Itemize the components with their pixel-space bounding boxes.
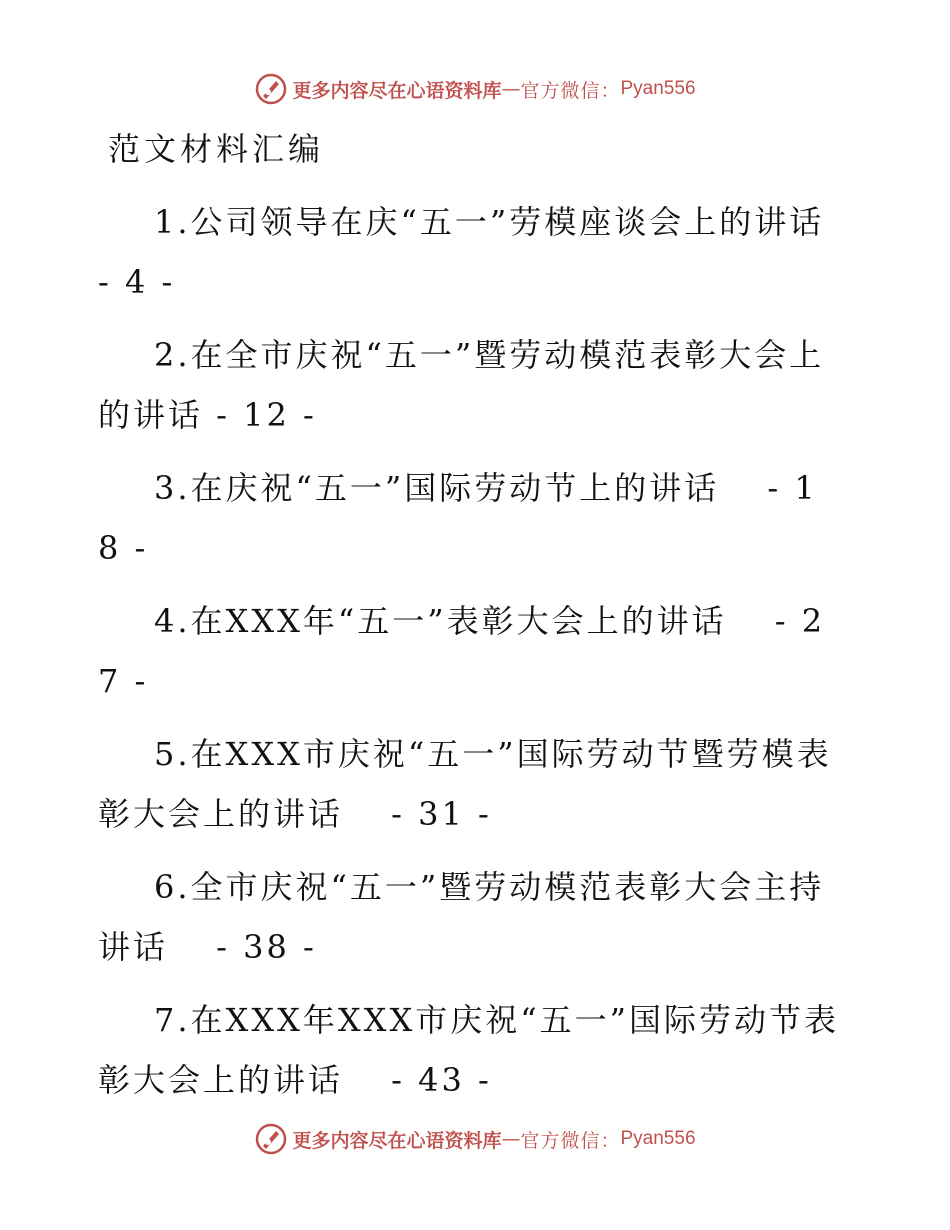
banner-wechat-id: Pyan556	[620, 1128, 696, 1149]
banner-wechat-label: 官方微信：	[520, 79, 621, 102]
footer-watermark	[0, 1122, 950, 1156]
toc-item: 7.在XXX年XXX市庆祝“五一”国际劳动节表彰大会上的讲话 - 43 -	[98, 1001, 839, 1099]
table-of-contents	[98, 192, 840, 1123]
toc-item: 2.在全市庆祝“五一”暨劳动模范表彰大会上的讲话 - 12 -	[98, 336, 825, 434]
banner-wechat-id: Pyan556	[620, 78, 696, 99]
toc-item: 4.在XXX年“五一”表彰大会上的讲话 - 27 -	[98, 602, 826, 700]
banner-separator: —	[501, 78, 521, 100]
banner-separator: —	[501, 1128, 521, 1150]
header-watermark	[0, 72, 950, 106]
brand-logo-icon	[254, 72, 288, 106]
banner-main-text: 更多内容尽在心语资料库	[292, 1129, 502, 1152]
toc-item: 6.全市庆祝“五一”暨劳动模范表彰大会主持讲话 - 38 -	[98, 868, 825, 966]
toc-item: 3.在庆祝“五一”国际劳动节上的讲话 - 18 -	[98, 469, 818, 567]
toc-item: 1.公司领导在庆“五一”劳模座谈会上的讲话 - 4 -	[98, 203, 825, 301]
document-title: 范文材料汇编	[108, 130, 325, 168]
banner-wechat-label: 官方微信：	[520, 1129, 621, 1152]
toc-item: 5.在XXX市庆祝“五一”国际劳动节暨劳模表彰大会上的讲话 - 31 -	[98, 735, 832, 833]
banner-main-text: 更多内容尽在心语资料库	[292, 79, 502, 102]
brand-logo-icon	[254, 1122, 288, 1156]
